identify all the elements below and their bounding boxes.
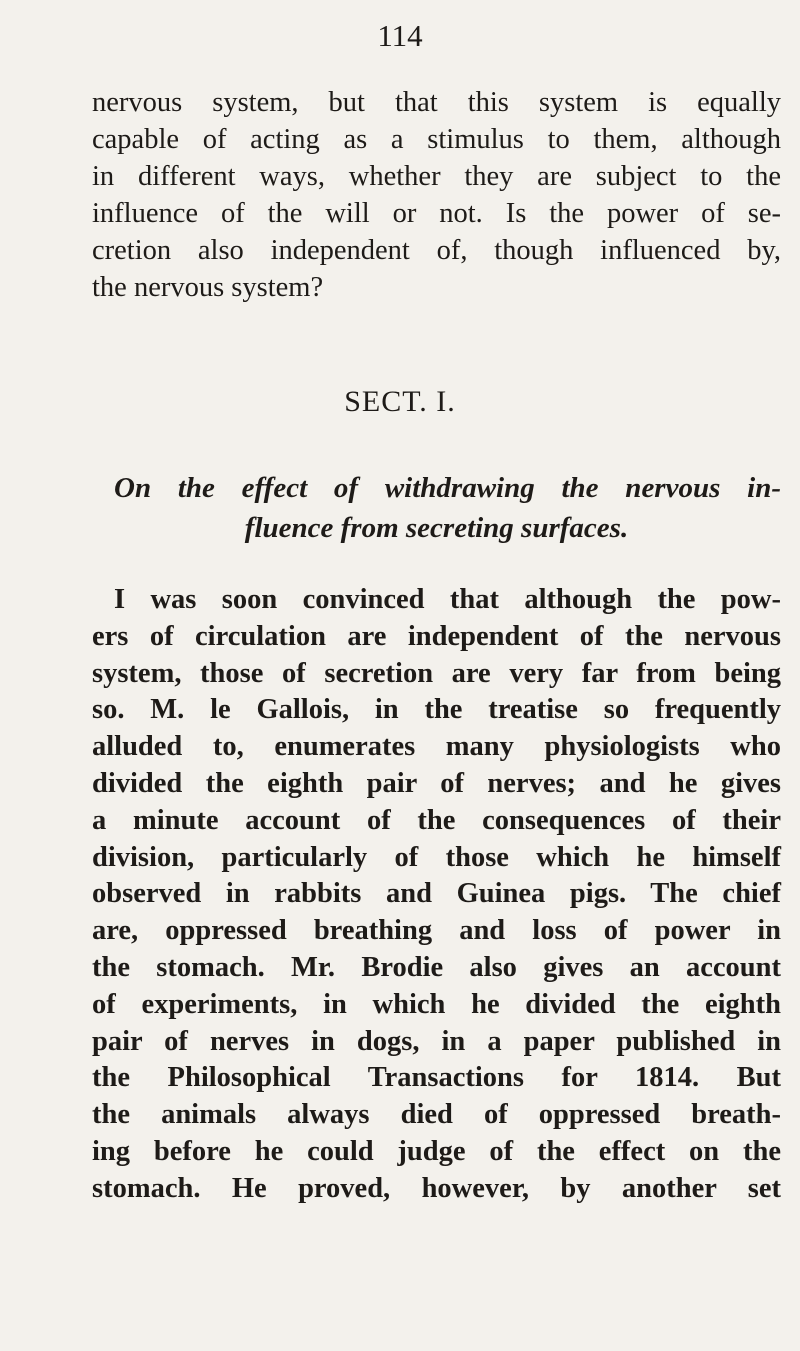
text-line: influence of the will or not. Is the power of se- <box>92 198 781 229</box>
section-heading: SECT. I. <box>344 385 456 418</box>
text-line: the stomach. Mr. Brodie also gives an account <box>92 951 781 983</box>
text-line: ers of circulation are independent of the nervous <box>92 620 781 652</box>
text-line: the nervous system? <box>92 272 324 303</box>
text-line: a minute account of the consequences of their <box>92 804 781 836</box>
opening-paragraph <box>92 84 781 306</box>
text-line: the Philosophical Transactions for 1814. But <box>92 1062 781 1094</box>
text-line: alluded to, enumerates many physiologists who <box>92 731 781 763</box>
text-line: of experiments, in which he divided the eighth <box>92 988 781 1020</box>
text-line: so. M. le Gallois, in the treatise so frequently <box>92 694 781 726</box>
text-line: system, those of secretion are very far from being <box>92 657 781 689</box>
subtitle-line: On the effect of withdrawing the nervous in- <box>114 472 781 504</box>
text-line: cretion also independent of, though influenced by, <box>92 235 781 266</box>
page-number: 114 <box>377 18 423 53</box>
section-subtitle <box>92 468 781 548</box>
text-line: stomach. He proved, however, by another set <box>92 1172 781 1204</box>
body-paragraph <box>92 582 781 1208</box>
text-line: I was soon convinced that although the pow- <box>114 584 781 615</box>
text-line: capable of acting as a stimulus to them, although <box>92 124 781 155</box>
text-line: in different ways, whether they are subject to the <box>92 161 781 192</box>
text-line: nervous system, but that this system is equally <box>92 87 781 118</box>
text-line: the animals always died of oppressed breath- <box>92 1099 781 1131</box>
subtitle-line: fluence from secreting surfaces. <box>244 512 629 544</box>
text-line: pair of nerves in dogs, in a paper published in <box>92 1025 781 1057</box>
text-line: observed in rabbits and Guinea pigs. The chief <box>92 878 781 910</box>
text-line: divided the eighth pair of nerves; and he gives <box>92 767 781 799</box>
text-line: ing before he could judge of the effect on the <box>92 1135 781 1167</box>
text-line: are, oppressed breathing and loss of power in <box>92 915 781 947</box>
text-line: division, particularly of those which he himself <box>92 841 781 873</box>
